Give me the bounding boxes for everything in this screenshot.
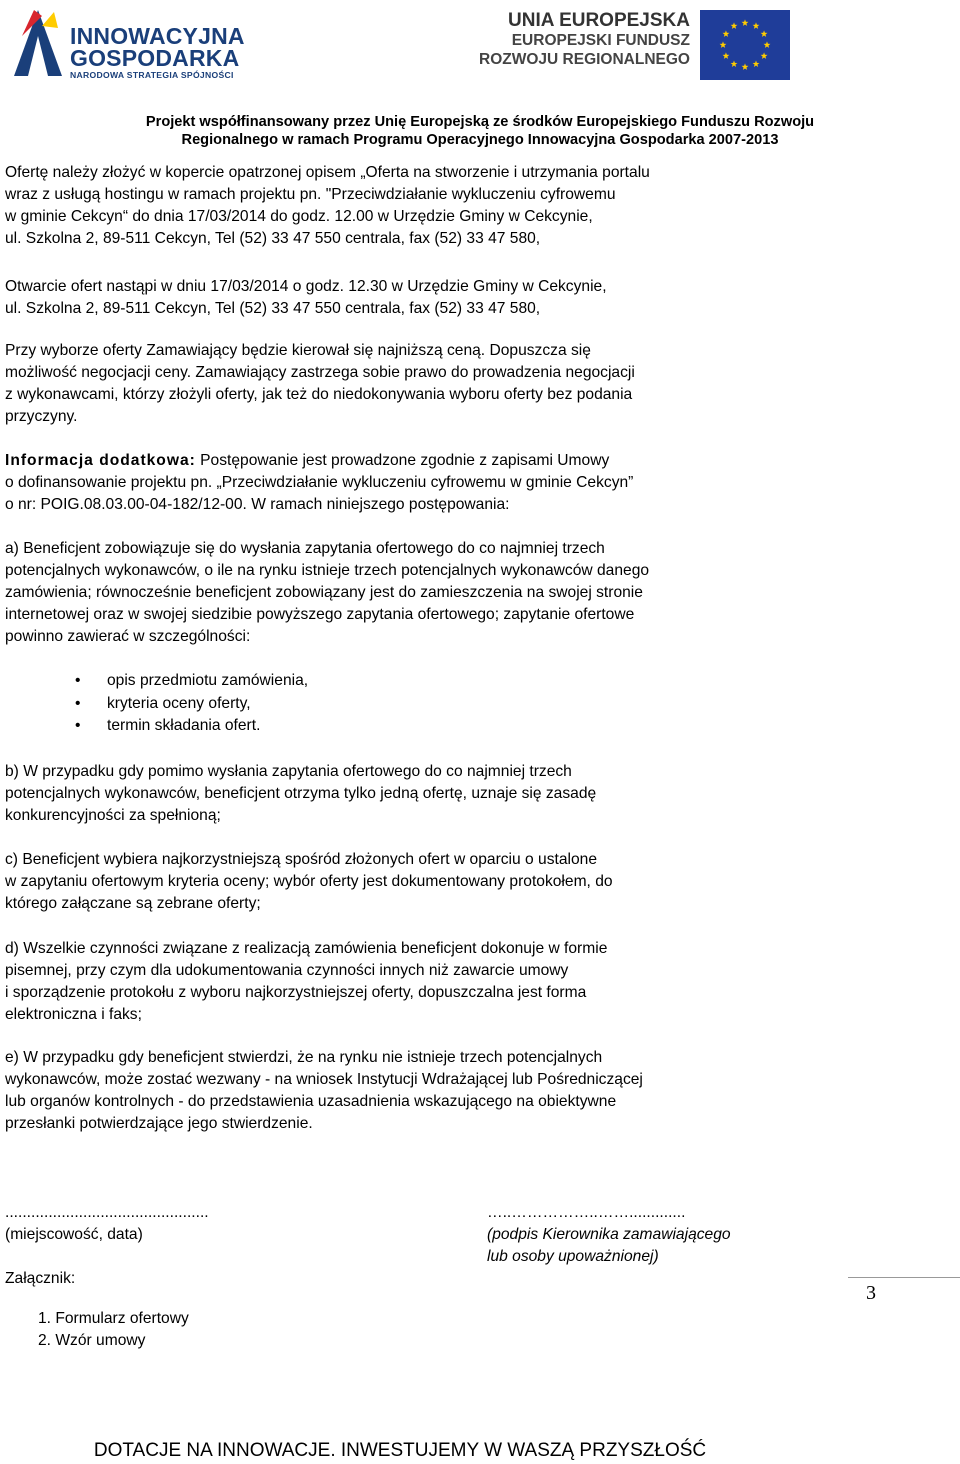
- text-line: Otwarcie ofert nastąpi w dniu 17/03/2014 o godz. 12.30 w Urzędzie Gminy w Cekcynie,: [5, 278, 607, 295]
- text-line: a) Beneficjent zobowiązuje się do wysłania zapytania ofertowego do co najmniej trzech: [5, 540, 605, 557]
- text-line: konkurencyjności za spełnioną;: [5, 807, 221, 824]
- attachments-list: [38, 1308, 189, 1352]
- list-item: [5, 715, 798, 738]
- list-item: 1. Formularz ofertowy: [38, 1310, 189, 1327]
- point-c-paragraph: [5, 849, 798, 915]
- text-line: ul. Szkolna 2, 89-511 Cekcyn, Tel (52) 33 47 550 centrala, fax (52) 33 47 580,: [5, 230, 541, 247]
- logo-line-2: GOSPODARKA: [70, 45, 240, 71]
- list-item-text: termin składania ofert.: [107, 717, 261, 734]
- point-b-paragraph: [5, 761, 798, 827]
- eu-flag-icon: [700, 10, 790, 80]
- text-line: przyczyny.: [5, 408, 78, 425]
- list-item: [5, 693, 798, 716]
- additional-info-label: Informacja dodatkowa:: [5, 452, 196, 469]
- eu-line-3: ROZWOJU REGIONALNEGO: [479, 51, 690, 68]
- text-line: powinno zawierać w szczególności:: [5, 628, 251, 645]
- text-line: przesłanki potwierdzające jego stwierdzenie.: [5, 1115, 313, 1132]
- signature-label: (podpis Kierownika zamawiającego: [487, 1226, 731, 1243]
- eu-logo-text: [479, 10, 690, 69]
- text-line: potencjalnych wykonawców, beneficjent otrzyma tylko jedną ofertę, uznaje się zasadę: [5, 785, 597, 802]
- page-number: 3: [866, 1282, 876, 1304]
- text-line: z wykonawcami, którzy złożyli oferty, jak też do niedokonywania wyboru oferty bez podania: [5, 386, 633, 403]
- selection-criteria-paragraph: [5, 340, 798, 428]
- project-line-2: Regionalnego w ramach Programu Operacyjnego Innowacyjna Gospodarka 2007-2013: [181, 132, 779, 148]
- text-line: b) W przypadku gdy pomimo wysłania zapytania ofertowego do co najmniej trzech: [5, 763, 572, 780]
- required-contents-list: [5, 670, 798, 738]
- text-line: możliwość negocjacji ceny. Zamawiający zastrzega sobie prawo do prowadzenia negocjacji: [5, 364, 635, 381]
- list-item: [5, 670, 798, 693]
- text-line: [5, 450, 798, 472]
- bullet-icon: •: [75, 672, 81, 689]
- text-line: pisemnej, przy czym dla udokumentowania czynności innych niż zawarcie umowy: [5, 962, 569, 979]
- footer-slogan: DOTACJE NA INNOWACJE. INWESTUJEMY W WASZĄ PRZYSZŁOŚĆ: [93, 1440, 707, 1461]
- eu-line-2: EUROPEJSKI FUNDUSZ: [511, 32, 690, 49]
- text-line: d) Wszelkie czynności związane z realizacją zamówienia beneficjent dokonuje w formie: [5, 940, 608, 957]
- text-line: elektroniczna i faks;: [5, 1006, 142, 1023]
- signature-dots: …..……………..…….............: [487, 1204, 686, 1221]
- ig-logo-mark-icon: [8, 6, 68, 78]
- list-item-text: opis przedmiotu zamówienia,: [107, 672, 309, 689]
- signature-dots: ...............................................: [5, 1204, 209, 1221]
- place-date-signature: [5, 1202, 209, 1246]
- text-line: zamówienia; równocześnie beneficjent zobowiązany jest do zamieszczenia na swojej stronie: [5, 584, 643, 601]
- list-item: 2. Wzór umowy: [38, 1332, 146, 1349]
- text-line: Ofertę należy złożyć w kopercie opatrzonej opisem „Oferta na stworzenie i utrzymania portalu: [5, 164, 650, 181]
- text-line: wykonawców, może zostać wezwany - na wniosek Instytucji Wdrażającej lub Pośredniczącej: [5, 1071, 643, 1088]
- eu-line-1: UNIA EUROPEJSKA: [508, 10, 690, 31]
- point-a-paragraph: [5, 538, 798, 648]
- bullet-icon: •: [75, 717, 81, 734]
- text-line: e) W przypadku gdy beneficjent stwierdzi, że na rynku nie istnieje trzech potencjalnych: [5, 1049, 603, 1066]
- text-line: w zapytaniu ofertowym kryteria oceny; wybór oferty jest dokumentowany protokołem, do: [5, 873, 613, 890]
- bullet-icon: •: [75, 694, 81, 712]
- logo-line-1: INNOWACYJNA: [70, 23, 245, 49]
- text-line: w gminie Cekcyn“ do dnia 17/03/2014 do godz. 12.00 w Urzędzie Gminy w Cekcynie,: [5, 208, 593, 225]
- list-item-text: kryteria oceny oferty,: [107, 694, 251, 712]
- text-segment: Postępowanie jest prowadzone zgodnie z zapisami Umowy: [195, 452, 610, 469]
- offer-opening-paragraph: [5, 276, 798, 320]
- text-line: c) Beneficjent wybiera najkorzystniejszą spośród złożonych ofert w oparciu o ustalone: [5, 851, 597, 868]
- text-line: internetowej oraz w swojej siedzibie powyższego zapytania ofertowego; zapytanie ofertowe: [5, 606, 635, 623]
- page-number-rule: [848, 1277, 960, 1278]
- text-line: o dofinansowanie projektu pn. „Przeciwdziałanie wykluczeniu cyfrowemu w gminie Cekcyn”: [5, 474, 634, 491]
- text-line: Przy wyborze oferty Zamawiający będzie kierował się najniższą ceną. Dopuszcza się: [5, 342, 591, 359]
- project-line-1: Projekt współfinansowany przez Unię Europejską ze środków Europejskiego Funduszu Rozwoju: [145, 114, 815, 130]
- signature-label: (miejscowość, data): [5, 1226, 143, 1243]
- logo-line-3: NARODOWA STRATEGIA SPÓJNOŚCI: [70, 70, 234, 80]
- text-line: którego załączane są zebrane oferty;: [5, 895, 261, 912]
- text-line: i sporządzenie protokołu z wyboru najkorzystniejszej oferty, dopuszczalna jest forma: [5, 984, 587, 1001]
- attachments-label: Załącznik:: [5, 1270, 76, 1287]
- text-line: wraz z usługą hostingu w ramach projektu pn. "Przeciwdziałanie wykluczeniu cyfrowemu: [5, 186, 616, 203]
- additional-info-paragraph: [5, 450, 798, 516]
- innowacyjna-gospodarka-logo: [8, 6, 248, 78]
- text-line: ul. Szkolna 2, 89-511 Cekcyn, Tel (52) 33 47 550 centrala, fax (52) 33 47 580,: [5, 300, 541, 317]
- point-d-paragraph: [5, 938, 798, 1026]
- offer-submission-paragraph: [5, 162, 798, 250]
- manager-signature: [487, 1202, 731, 1268]
- point-e-paragraph: [5, 1047, 798, 1135]
- text-line: lub organów kontrolnych - do przedstawienia uzasadnienia wskazującego na obiektywne: [5, 1093, 617, 1110]
- signature-label: lub osoby upoważnionej): [487, 1248, 659, 1265]
- text-line: o nr: POIG.08.03.00-04-182/12-00. W ramach niniejszego postępowania:: [5, 496, 510, 513]
- text-line: potencjalnych wykonawców, o ile na rynku istnieje trzech potencjalnych wykonawców danego: [5, 562, 650, 579]
